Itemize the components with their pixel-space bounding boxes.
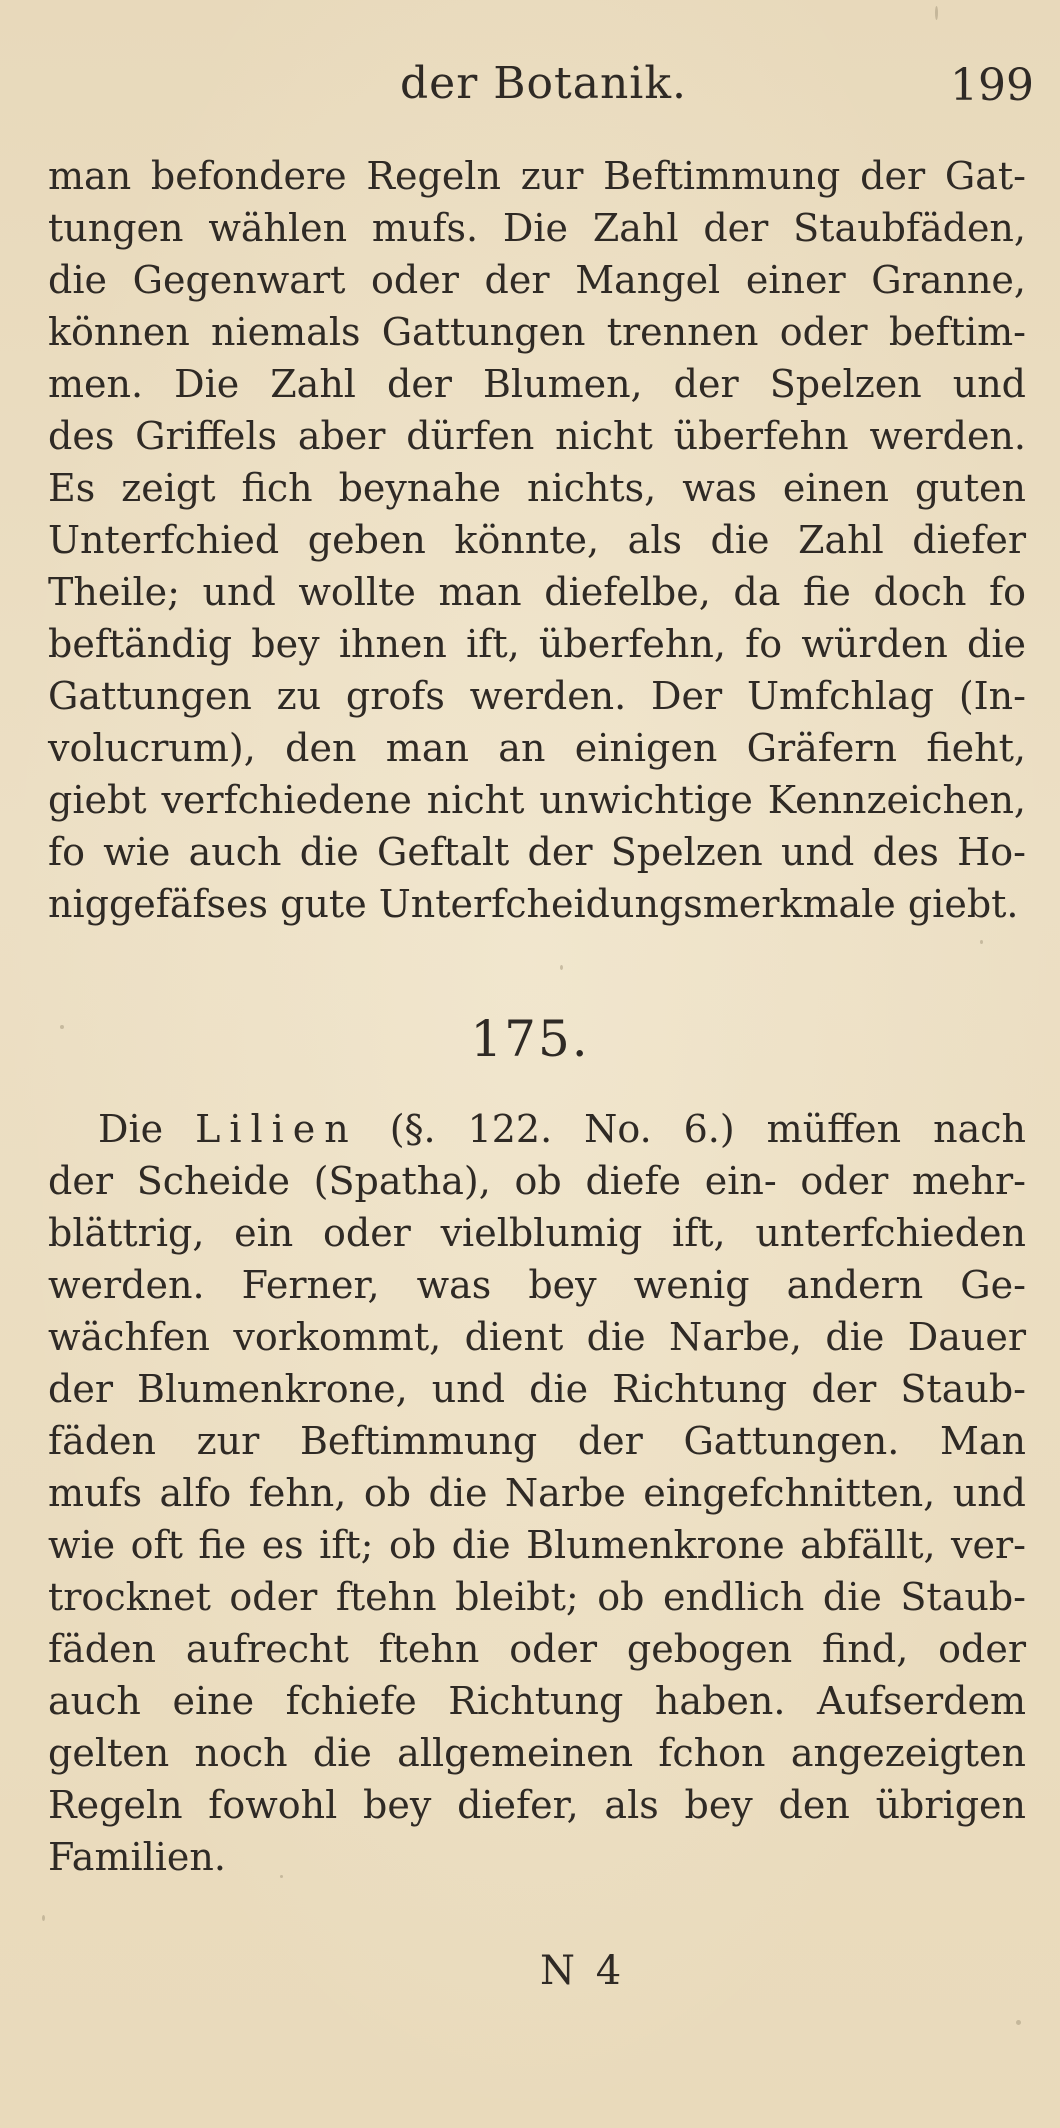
text-fragment: Die (98, 1107, 164, 1151)
text-line-first (98, 1107, 1026, 1151)
paper-speck (560, 965, 563, 970)
paper-speck (1016, 2020, 1021, 2025)
text-line: wächfen vorkommt, dient die Narbe, die Dauer (48, 1315, 1026, 1359)
text-line: fäden aufrecht ftehn oder gebogen find, oder (48, 1627, 1026, 1671)
page-number: 199 (950, 60, 1034, 111)
text-line: der Blumenkrone, und die Richtung der Staub- (48, 1367, 1026, 1411)
text-line: Gattungen zu grofs werden. Der Umfchlag (In- (48, 674, 1026, 718)
text-line: fäden zur Beftimmung der Gattungen. Man (48, 1419, 1026, 1463)
text-line: können niemals Gattungen trennen oder beftim- (48, 310, 1026, 354)
text-line: Familien. (48, 1835, 226, 1879)
paper-speck (980, 940, 983, 944)
text-line: Unterfchied geben könnte, als die Zahl diefer (48, 518, 1026, 562)
signature-mark: N 4 (540, 1948, 626, 1994)
text-line: der Scheide (Spatha), ob diefe ein- oder mehr- (48, 1159, 1026, 1203)
text-line: tungen wählen mufs. Die Zahl der Staubfäden, (48, 206, 1026, 250)
emphasized-word: Lilien (195, 1107, 358, 1151)
text-line: gelten noch die allgemeinen fchon angezeigten (48, 1731, 1026, 1775)
text-line: blättrig, ein oder vielblumig ift, unterfchieden (48, 1211, 1026, 1255)
text-line: giebt verfchiedene nicht unwichtige Kennzeichen, (48, 778, 1026, 822)
text-line: mufs alfo fehn, ob die Narbe eingefchnitten, und (48, 1471, 1026, 1515)
text-line: volucrum), den man an einigen Gräfern fieht, (48, 726, 1026, 770)
text-line: wie oft fie es ift; ob die Blumenkrone abfällt, ver- (48, 1523, 1026, 1567)
text-line: auch eine fchiefe Richtung haben. Aufserdem (48, 1679, 1026, 1723)
text-line: man befondere Regeln zur Beftimmung der Gat- (48, 154, 1026, 198)
text-line: men. Die Zahl der Blumen, der Spelzen und (48, 362, 1026, 406)
text-line: niggefäfses gute Unterfcheidungsmerkmale giebt. (48, 882, 1019, 926)
page-header (0, 58, 1060, 118)
text-line: trocknet oder ftehn bleibt; ob endlich die Staub- (48, 1575, 1026, 1619)
running-head: der Botanik. (400, 58, 688, 109)
section-number: 175. (470, 1010, 590, 1068)
paper-speck (280, 1875, 283, 1878)
text-line: fo wie auch die Geftalt der Spelzen und des Ho- (48, 830, 1026, 874)
text-line: Theile; und wollte man diefelbe, da fie doch fo (48, 570, 1026, 614)
text-fragment: (§. 122. No. 6.) müffen nach (389, 1107, 1026, 1151)
paper-speck (60, 1025, 64, 1029)
text-line: werden. Ferner, was bey wenig andern Ge- (48, 1263, 1026, 1307)
text-line: Regeln fowohl bey diefer, als bey den übrigen (48, 1783, 1026, 1827)
paper-speck (935, 6, 938, 20)
text-line: Es zeigt fich beynahe nichts, was einen guten (48, 466, 1026, 510)
text-line: des Griffels aber dürfen nicht überfehn werden. (48, 414, 1026, 458)
text-line: die Gegenwart oder der Mangel einer Granne, (48, 258, 1026, 302)
text-line: beftändig bey ihnen ift, überfehn, fo würden die (48, 622, 1026, 666)
paper-speck (42, 1915, 45, 1921)
